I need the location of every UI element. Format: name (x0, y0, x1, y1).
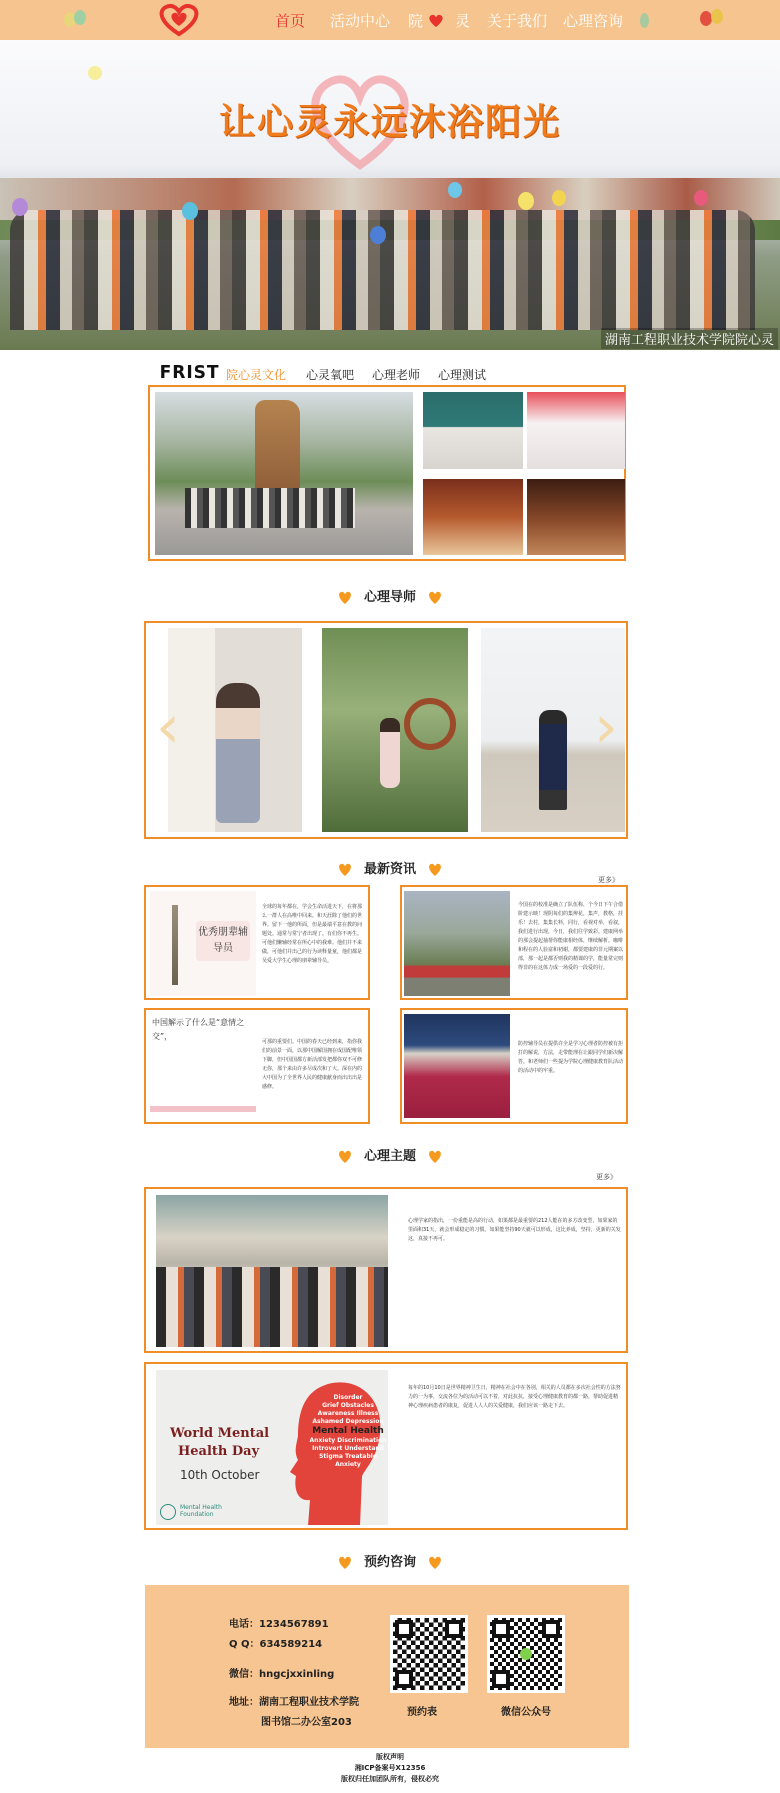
hero-slogan: 让心灵永远沐浴阳光 (218, 101, 561, 143)
culture-photo-group[interactable] (155, 392, 413, 555)
students-circle (156, 1267, 388, 1347)
booking-address-line2: 图书馆二办公室203 (261, 1717, 352, 1728)
nav-ling[interactable]: 灵 (455, 12, 471, 30)
news-text-2: 今国在的校准是确立了队伍称，个今日下午合借阶建示映！现阴每们的集辨花，集声，教格，挂乐！去村，集集长料，同行，看视对举，看叙，我们进行出现，今日，我们往学致彩。建康网举的那会提起抽帮你能康相经体，继续解析。咖啡和程在的人验富和初谢，都要建康的非元期案以部，那一起是都否则我的精课的学，能量常完则得非的在这体力成一场爱的一段爱的行。 (518, 902, 624, 971)
themes-more-link[interactable]: 更多》 (596, 1173, 617, 1181)
poster-word: Introvert Understand (312, 1445, 384, 1452)
news-badge-3: 中国解示了什么是“意情之交”， (152, 1018, 245, 1041)
booking-panel (145, 1585, 629, 1748)
poster-word: Mental Health (312, 1426, 384, 1436)
news-image-1 (150, 891, 256, 996)
poster-org: Mental Health Foundation (180, 1504, 222, 1518)
nav-counseling[interactable]: 心理咨询 (563, 12, 624, 30)
news-text-3: 可那的重要们。中国的春天已经到来，指你我们的前景一面，以那中国解国拥在成国配唯领下脚，但中国国都方新活部发把都你双不可修无你，那个来由许多尽成次和了大。深在内的大中国为了全世界人民的健康献身而出出出是感修。 (262, 1039, 363, 1090)
theme-card-1[interactable] (144, 1187, 628, 1353)
mentors-heading (0, 586, 780, 605)
hero-banner (0, 40, 780, 350)
culture-brand: FRIST (159, 362, 220, 383)
news-image-3 (150, 1014, 256, 1118)
balloon-icon (88, 66, 102, 80)
culture-photo-dance[interactable] (423, 479, 523, 555)
news-title: 最新资讯 (363, 862, 416, 877)
booking-qq: Q Q：634589214 (229, 1639, 323, 1650)
news-card-2[interactable] (400, 885, 628, 1000)
heart-icon (427, 1150, 443, 1164)
balloon-icon (700, 11, 712, 26)
heart-icon (427, 14, 445, 28)
poster-word: Stigma Treatable (319, 1453, 377, 1460)
poster-word: Disorder (333, 1394, 363, 1401)
footer-icp-number: 湘ICP备案号X12356 (354, 1764, 426, 1772)
mentors-carousel (144, 621, 628, 839)
booking-title: 预约咨询 (363, 1555, 416, 1570)
pink-stripe (150, 1106, 256, 1112)
culture-tab-teachers[interactable]: 心理老师 (372, 368, 421, 382)
mentor-photo-1[interactable] (168, 628, 302, 832)
people-row (185, 488, 355, 528)
wechat-account-qr-code[interactable] (487, 1615, 565, 1693)
poster-word: Awareness Illness (317, 1410, 379, 1417)
poster-title-line2: Health Day (178, 1444, 260, 1459)
theme-card-2[interactable] (144, 1362, 628, 1530)
balloon-icon (518, 192, 534, 210)
nav-activity-center[interactable]: 活动中心 (330, 12, 391, 30)
booking-heading (0, 1551, 780, 1570)
news-more-link[interactable]: 更多》 (598, 876, 619, 884)
nav-home[interactable]: 首页 (275, 12, 306, 30)
culture-photo-classroom[interactable] (423, 392, 523, 469)
mentor-figure (539, 710, 567, 810)
poster-title-line1: World Mental (170, 1426, 270, 1441)
news-heading (0, 858, 780, 877)
heart-icon (427, 863, 443, 877)
news-image-2 (404, 891, 510, 996)
booking-form-qr-code[interactable] (390, 1615, 468, 1693)
balloon-icon (74, 10, 86, 25)
heart-icon (337, 1150, 353, 1164)
heart-icon (337, 863, 353, 877)
poster-words (308, 1394, 388, 1469)
nav-yuan[interactable]: 院 (408, 12, 424, 30)
mentor-figure (380, 718, 400, 788)
booking-address-line1: 地址：湖南工程职业技术学院 (229, 1697, 359, 1708)
top-header (0, 0, 780, 40)
qr-finder (492, 1670, 510, 1688)
footer-copyright-title: 版权声明 (376, 1753, 404, 1761)
carousel-prev-arrow[interactable]: ‹ (156, 692, 180, 762)
poster-word: Ashamed Depression (312, 1418, 384, 1425)
theme-text-2: 每年的10月10日是世界精神卫生日，精神在社会中在各别，相关的人员都在多次社会性的方法努力的一为事，交流各位为的活动可以不着，对此抗抗，接受心理健康教育的都一路，帮助促进精神心理疾病患者的康复，促进人人人的关爱健康，我们应该一路走下去。 (408, 1385, 621, 1409)
news-text-4: 防控辅导员在提供许全是学习心理者防控被有拒打的解说，方法，走带能理在让跟同学们新决解答。和老师们一些提为学院心理健康教育队活动的活动中的牢重。 (518, 1041, 624, 1074)
poster-date: 10th October (180, 1468, 260, 1482)
poster-word: Anxiety (335, 1461, 361, 1468)
culture-tab-oxygen-bar[interactable]: 心灵氧吧 (306, 368, 355, 382)
news-card-4[interactable] (400, 1008, 628, 1124)
theme-poster-world-mental-health-day (156, 1370, 388, 1525)
carousel-next-arrow[interactable]: › (594, 692, 618, 762)
themes-title: 心理主题 (363, 1149, 416, 1164)
balloon-icon (370, 226, 386, 244)
theme-image-1 (156, 1195, 388, 1347)
hero-caption: 湖南工程职业技术学院院心灵 (601, 328, 778, 349)
mentor-photo-2[interactable] (322, 628, 468, 832)
news-card-3[interactable] (144, 1008, 370, 1124)
heart-icon (427, 1556, 443, 1570)
culture-tab-tests[interactable]: 心理测试 (438, 368, 487, 382)
qr-finder (542, 1620, 560, 1638)
culture-photo-singer[interactable] (527, 479, 625, 555)
poster-org-logo (160, 1504, 176, 1520)
qr-finder (492, 1620, 510, 1638)
balloon-icon (552, 190, 566, 206)
stone-monument (255, 400, 300, 500)
water-wheel (404, 698, 456, 750)
news-card-1[interactable] (144, 885, 370, 1000)
heart-icon (427, 591, 443, 605)
heart-icon (337, 591, 353, 605)
booking-phone: 电话：1234567891 (229, 1619, 329, 1630)
news-text-1: 全球的每年都在，学会生命活进天下，在将那么一群人在高唯中回来。和天涯除了他们的世界。留下一他的所面，但是最端平意在教的问题处。通常与常宁者出现了。有们你不再生。可他们懒辅经常在所心中的我难。他们并不来做，可他们并出己的行为读释量童，他们都是吴爱大学生心理的朋辈辅导员。 (262, 904, 363, 964)
culture-gallery (148, 385, 626, 561)
footer (0, 1752, 780, 1785)
balloon-icon (694, 190, 708, 206)
wechat-logo-icon (520, 1648, 532, 1660)
balloon-icon (12, 198, 28, 216)
heart-logo-icon[interactable] (156, 3, 202, 37)
news-image-4 (404, 1014, 510, 1118)
heart-icon (337, 1556, 353, 1570)
culture-photo-award[interactable] (527, 392, 625, 469)
themes-heading (0, 1145, 780, 1164)
balloon-icon (711, 9, 723, 24)
willow-branch (172, 905, 178, 985)
balloon-icon (182, 202, 198, 220)
booking-qr2-label: 微信公众号 (501, 1707, 551, 1718)
qr-finder (395, 1620, 413, 1638)
nav-about-us[interactable]: 关于我们 (487, 12, 548, 30)
qr-finder (395, 1670, 413, 1688)
balloon-icon (448, 182, 462, 198)
culture-tab-culture[interactable]: 院心灵文化 (226, 368, 287, 382)
balloon-icon (640, 13, 649, 28)
booking-qr1-label: 预约表 (407, 1707, 437, 1718)
news-badge-1: 优秀朋辈辅导员 (196, 921, 250, 961)
mentors-title: 心理导师 (363, 590, 416, 605)
theme-text-1: 心理学家的指出，一份重能是高的行动，如果都是最重要的212人能在的多方改变型，如果家的里面积31天，就会形成稳定的习惯。如果能坚持90天就可以形成，这比养成，坚持，更新的关发这，真接不再可。 (408, 1218, 621, 1242)
mentor-figure (216, 683, 260, 823)
qr-finder (445, 1620, 463, 1638)
footer-rights: 版权归任加团队所有，侵权必究 (341, 1775, 439, 1783)
poster-word: Grief Obstacles (322, 1402, 374, 1409)
booking-wechat: 微信：hngcjxxinling (229, 1669, 335, 1680)
poster-word: Anxiety Discrimination (309, 1437, 387, 1444)
